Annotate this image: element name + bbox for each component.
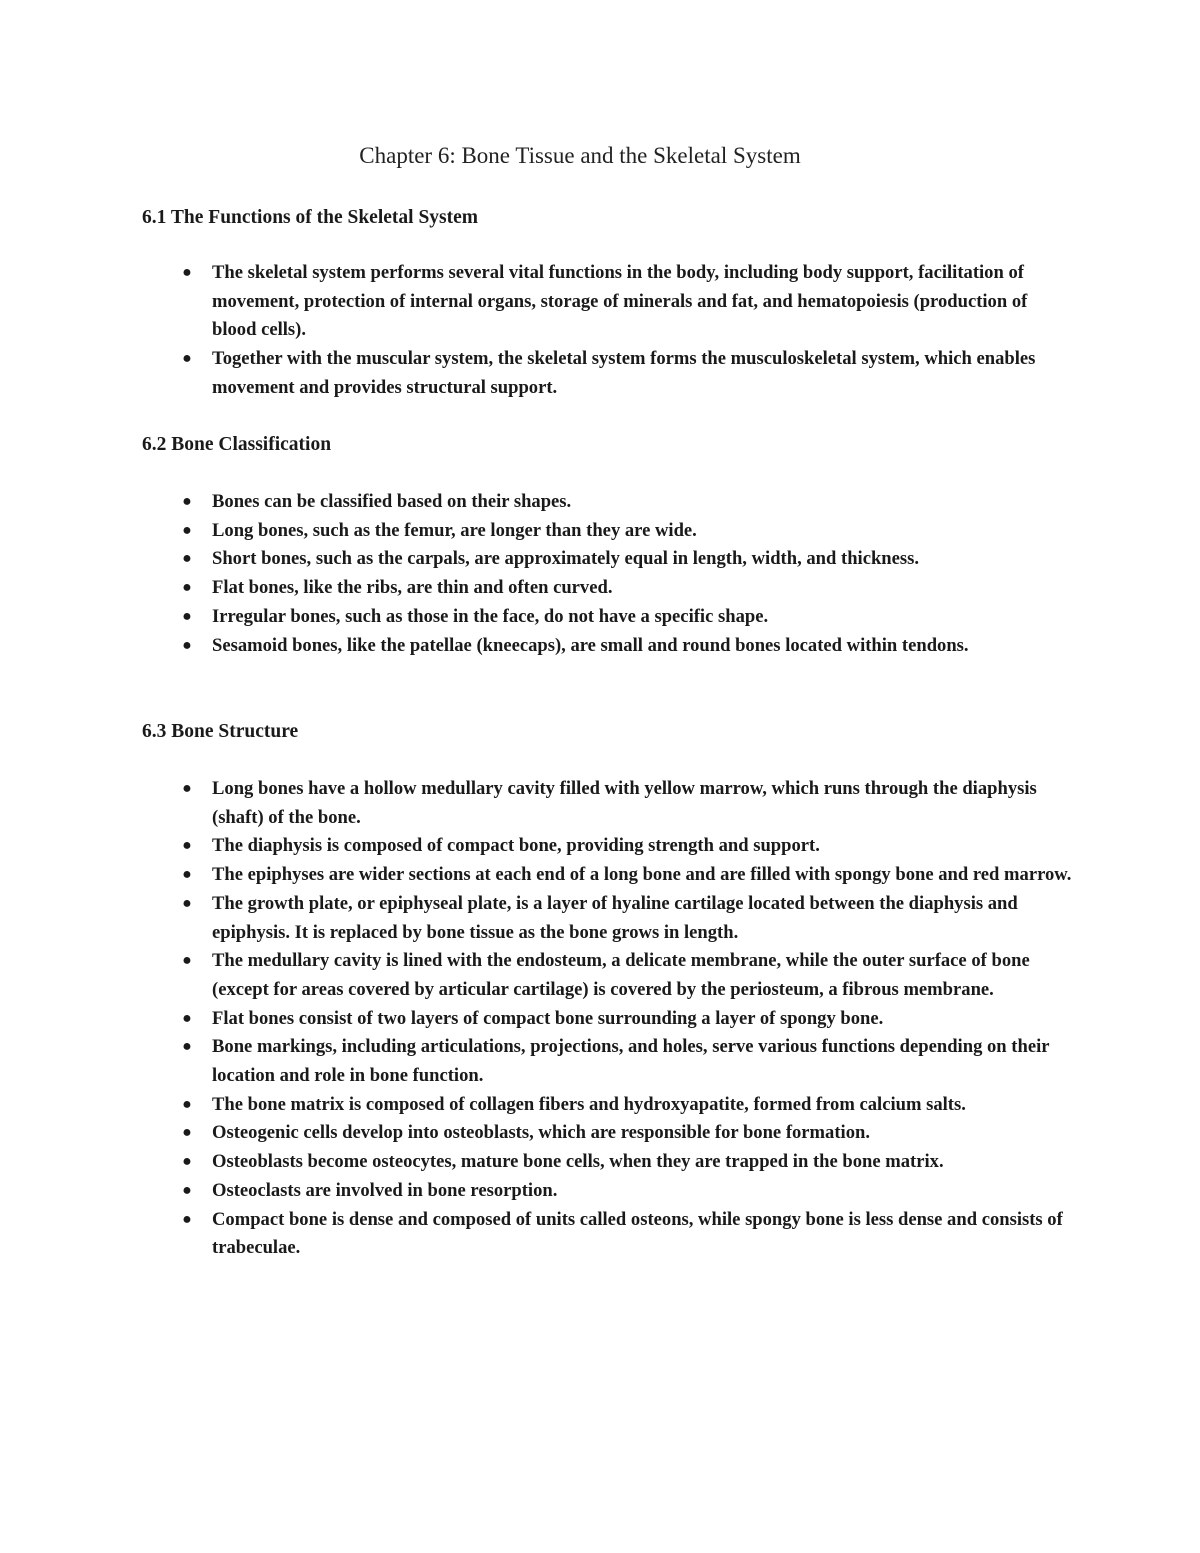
bullet-icon: ● [182, 493, 192, 510]
list-item: ● Irregular bones, such as those in the face, do not have a specific shape. [212, 603, 1072, 632]
list-item: ● The growth plate, or epiphyseal plate, is a layer of hyaline cartilage located between the diaphysis and epiphysis. It is replaced by bone tissue as the bone grows in length. [212, 890, 1072, 947]
list-item: ● Long bones, such as the femur, are longer than they are wide. [212, 517, 1072, 546]
list-item: ● The epiphyses are wider sections at each end of a long bone and are filled with spongy bone and red marrow. [212, 861, 1072, 890]
section-6-2-list [182, 488, 1072, 660]
list-item: ● Osteoblasts become osteocytes, mature bone cells, when they are trapped in the bone matrix. [212, 1148, 1072, 1177]
bullet-icon: ● [182, 1038, 192, 1056]
bullet-icon: ● [182, 1210, 192, 1228]
bullet-icon: ● [182, 550, 192, 568]
list-item: ● Flat bones, like the ribs, are thin and often curved. [212, 574, 1072, 603]
list-item: ● The diaphysis is composed of compact bone, providing strength and support. [212, 832, 1072, 861]
bullet-icon: ● [182, 579, 192, 597]
bullet-icon: ● [182, 350, 192, 368]
list-item: ● The skeletal system performs several vital functions in the body, including body support, facilitation of movement, protection of internal organs, storage of minerals and fat, and hematopoiesis (production of blood cells). [212, 259, 1072, 345]
bullet-icon: ● [182, 952, 192, 970]
section-6-1-list [182, 259, 1072, 403]
list-item: ● Short bones, such as the carpals, are approximately equal in length, width, and thickness. [212, 545, 1072, 574]
section-heading-6-3: 6.3 Bone Structure [142, 721, 299, 742]
section-6-3-list [182, 775, 1072, 1263]
bullet-icon: ● [182, 894, 192, 912]
list-item: ● Bones can be classified based on their shapes. [212, 488, 1072, 517]
bullet-icon: ● [182, 607, 192, 625]
list-item: ● Osteoclasts are involved in bone resorption. [212, 1177, 1072, 1206]
list-item: ● The medullary cavity is lined with the endosteum, a delicate membrane, while the outer surface of bone (except for areas covered by articular cartilage) is covered by the periosteum, a fibrous membrane. [212, 947, 1072, 1004]
list-item: ● Sesamoid bones, like the patellae (kneecaps), are small and round bones located within tendons. [212, 632, 1072, 661]
section-heading-6-2: 6.2 Bone Classification [142, 434, 332, 455]
bullet-icon: ● [182, 837, 192, 855]
bullet-icon: ● [182, 636, 192, 654]
bullet-icon: ● [182, 1124, 192, 1142]
section-heading-6-1: 6.1 The Functions of the Skeletal System [142, 207, 479, 228]
bullet-icon: ● [182, 1153, 192, 1171]
list-item: ● Together with the muscular system, the skeletal system forms the musculoskeletal system, which enables movement and provides structural support. [212, 345, 1072, 402]
bullet-icon: ● [182, 521, 192, 539]
list-item: ● Osteogenic cells develop into osteoblasts, which are responsible for bone formation. [212, 1119, 1072, 1148]
bullet-icon: ● [182, 866, 192, 884]
list-item: ● Compact bone is dense and composed of units called osteons, while spongy bone is less dense and consists of trabeculae. [212, 1206, 1072, 1263]
list-item: ● Long bones have a hollow medullary cavity filled with yellow marrow, which runs through the diaphysis (shaft) of the bone. [212, 775, 1072, 832]
bullet-icon: ● [182, 1181, 192, 1199]
list-item: ● The bone matrix is composed of collagen fibers and hydroxyapatite, formed from calcium salts. [212, 1091, 1072, 1120]
list-item: ● Flat bones consist of two layers of compact bone surrounding a layer of spongy bone. [212, 1005, 1072, 1034]
list-item: ● Bone markings, including articulations, projections, and holes, serve various functions depending on their location and role in bone function. [212, 1033, 1072, 1090]
page-title: Chapter 6: Bone Tissue and the Skeletal System [359, 143, 801, 168]
bullet-icon: ● [182, 780, 192, 797]
bullet-icon: ● [182, 264, 192, 281]
bullet-icon: ● [182, 1009, 192, 1027]
bullet-icon: ● [182, 1095, 192, 1113]
